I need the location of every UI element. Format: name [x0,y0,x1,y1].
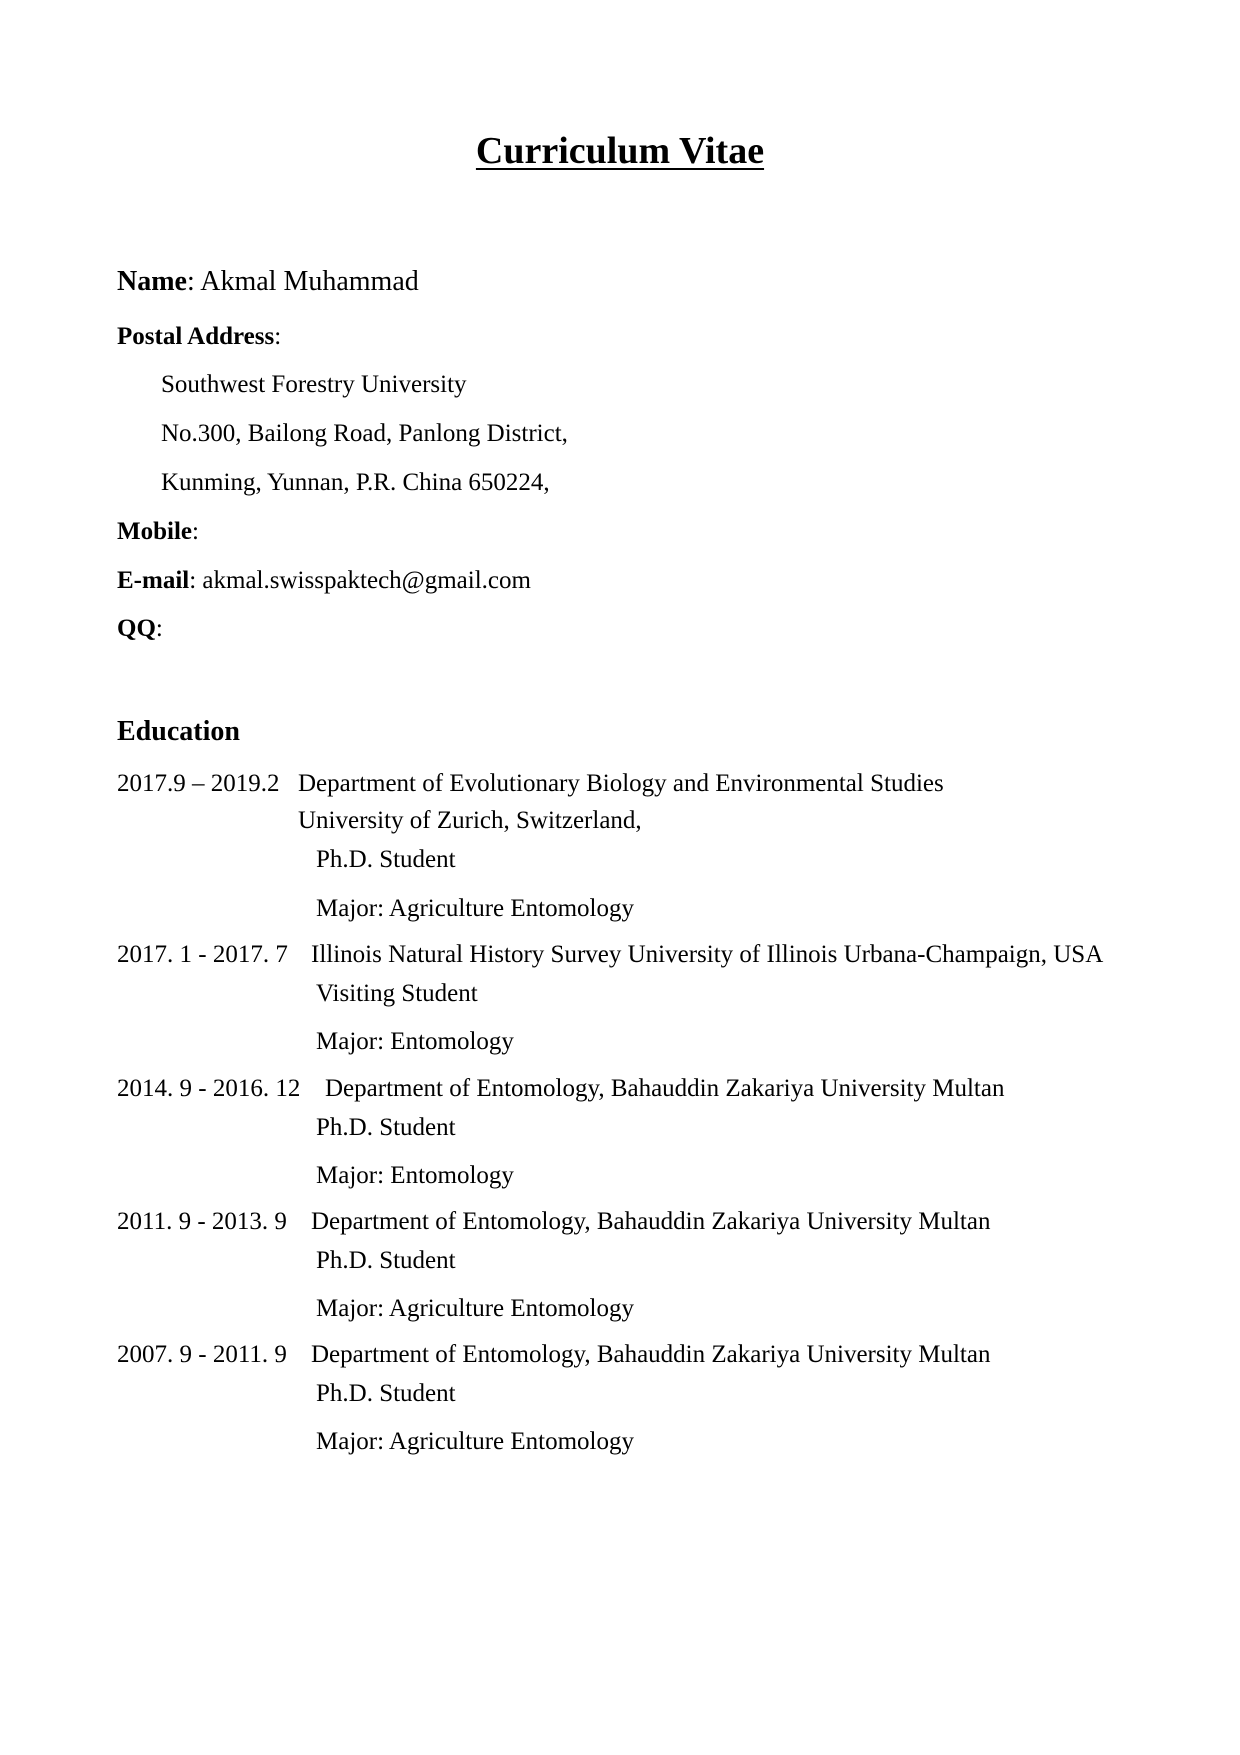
qq-label: QQ [117,615,156,642]
education-dates: 2007. 9 - 2011. 9 [117,1341,287,1368]
education-role: Ph.D. Student [316,1114,456,1141]
education-major: Major: Agriculture Entomology [316,895,635,922]
education-institution: Department of Entomology, Bahauddin Zakariya University Multan [325,1075,1005,1102]
education-institution: Department of Entomology, Bahauddin Zakariya University Multan [311,1208,991,1235]
address-line: No.300, Bailong Road, Panlong District, [161,420,568,447]
education-institution-line2: University of Zurich, Switzerland, [298,807,642,834]
email-row [117,566,531,596]
postal-address-label: Postal Address [117,323,275,350]
education-role: Visiting Student [316,980,478,1007]
education-role: Ph.D. Student [316,1247,456,1274]
postal-separator: : [274,323,282,350]
education-major: Major: Entomology [316,1162,514,1189]
education-dates: 2017. 1 - 2017. 7 [117,941,288,968]
education-major: Major: Entomology [316,1028,514,1055]
postal-address-row [117,322,281,352]
education-dates: 2011. 9 - 2013. 9 [117,1208,287,1235]
document-title: Curriculum Vitae [475,130,765,172]
name-value: Akmal Muhammad [200,266,419,297]
mobile-row [117,517,199,547]
education-major: Major: Agriculture Entomology [316,1295,635,1322]
qq-separator: : [155,615,163,642]
education-institution: Department of Evolutionary Biology and Environmental Studies [298,770,944,797]
address-line: Southwest Forestry University [161,371,467,398]
education-major: Major: Agriculture Entomology [316,1428,635,1455]
name-row [117,265,419,299]
name-label: Name [117,266,187,297]
education-institution: Department of Entomology, Bahauddin Zakariya University Multan [311,1341,991,1368]
mobile-label: Mobile [117,518,192,545]
qq-row [117,614,163,644]
email-label: E-mail [117,567,190,594]
education-institution: Illinois Natural History Survey University of Illinois Urbana-Champaign, USA [311,941,1104,968]
email-value: akmal.swisspaktech@gmail.com [202,567,531,594]
education-role: Ph.D. Student [316,1380,456,1407]
education-heading: Education [117,716,240,747]
education-dates: 2017.9 – 2019.2 [117,770,280,797]
email-separator: : [189,567,197,594]
education-dates: 2014. 9 - 2016. 12 [117,1075,301,1102]
mobile-separator: : [192,518,199,545]
address-line: Kunming, Yunnan, P.R. China 650224, [161,469,550,496]
education-role: Ph.D. Student [316,846,456,873]
name-separator: : [186,266,195,297]
